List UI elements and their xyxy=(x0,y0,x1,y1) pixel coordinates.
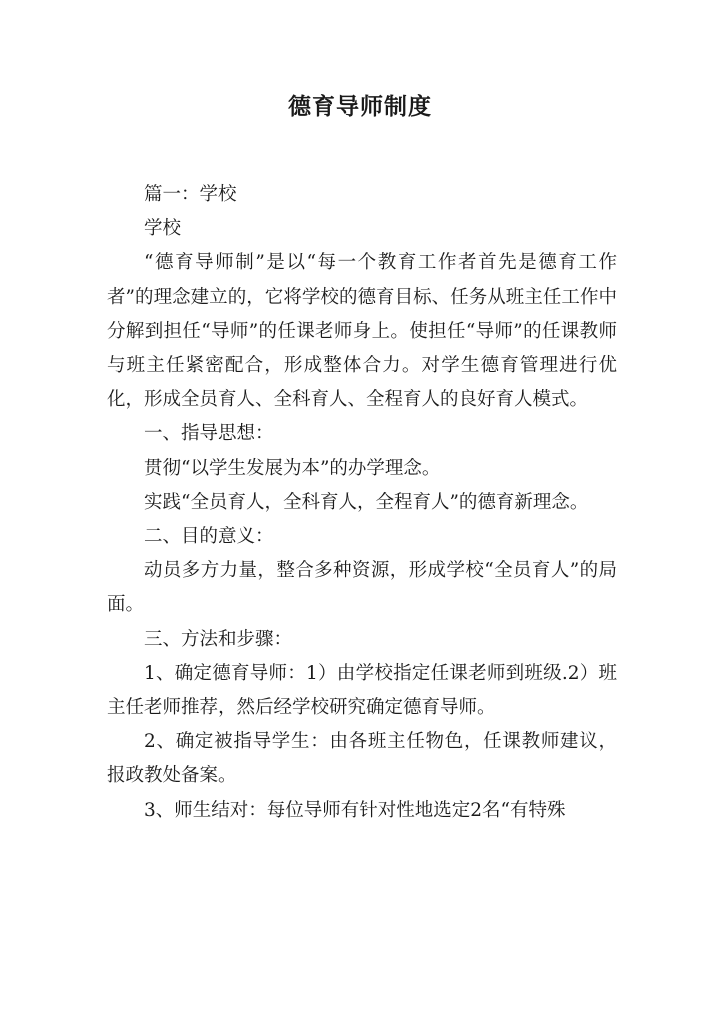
document-title: 德育导师制度 xyxy=(288,93,432,120)
paragraph: 实践“全员育人，全科育人，全程育人”的德育新理念。 xyxy=(144,491,589,513)
section-heading: 篇一：学校 xyxy=(144,184,237,205)
document-body xyxy=(107,178,617,828)
section-heading: 三、方法和步骤： xyxy=(144,628,293,650)
paragraph: 贯彻“以学生发展为本”的办学理念。 xyxy=(144,457,441,479)
paragraph: 1、确定德育导师：1）由学校指定任课老师到班级.2）班主任老师推荐，然后经学校研究确定德育导师。 xyxy=(107,662,617,719)
paragraph: “德育导师制”是以“每一个教育工作者首先是德育工作者”的理念建立的，它将学校的德育目标、任务从班主任工作中分解到担任“导师”的任课老师身上。使担任“导师”的任课教师与班主任紧密配合，形成整体合力。对学生德育管理进行优化，形成全员育人、全科育人、全程育人的良好育人模式。 xyxy=(107,252,617,411)
section-heading: 一、指导思想： xyxy=(144,423,274,445)
paragraph: 3、师生结对：每位导师有针对性地选定2名“有特殊 xyxy=(144,799,566,821)
section-heading: 二、目的意义： xyxy=(144,526,274,548)
paragraph: 动员多方力量，整合多种资源，形成学校“全员育人”的局面。 xyxy=(107,560,617,616)
paragraph: 2、确定被指导学生：由各班主任物色，任课教师建议，报政教处备案。 xyxy=(107,731,617,787)
paragraph: 学校 xyxy=(144,218,182,240)
